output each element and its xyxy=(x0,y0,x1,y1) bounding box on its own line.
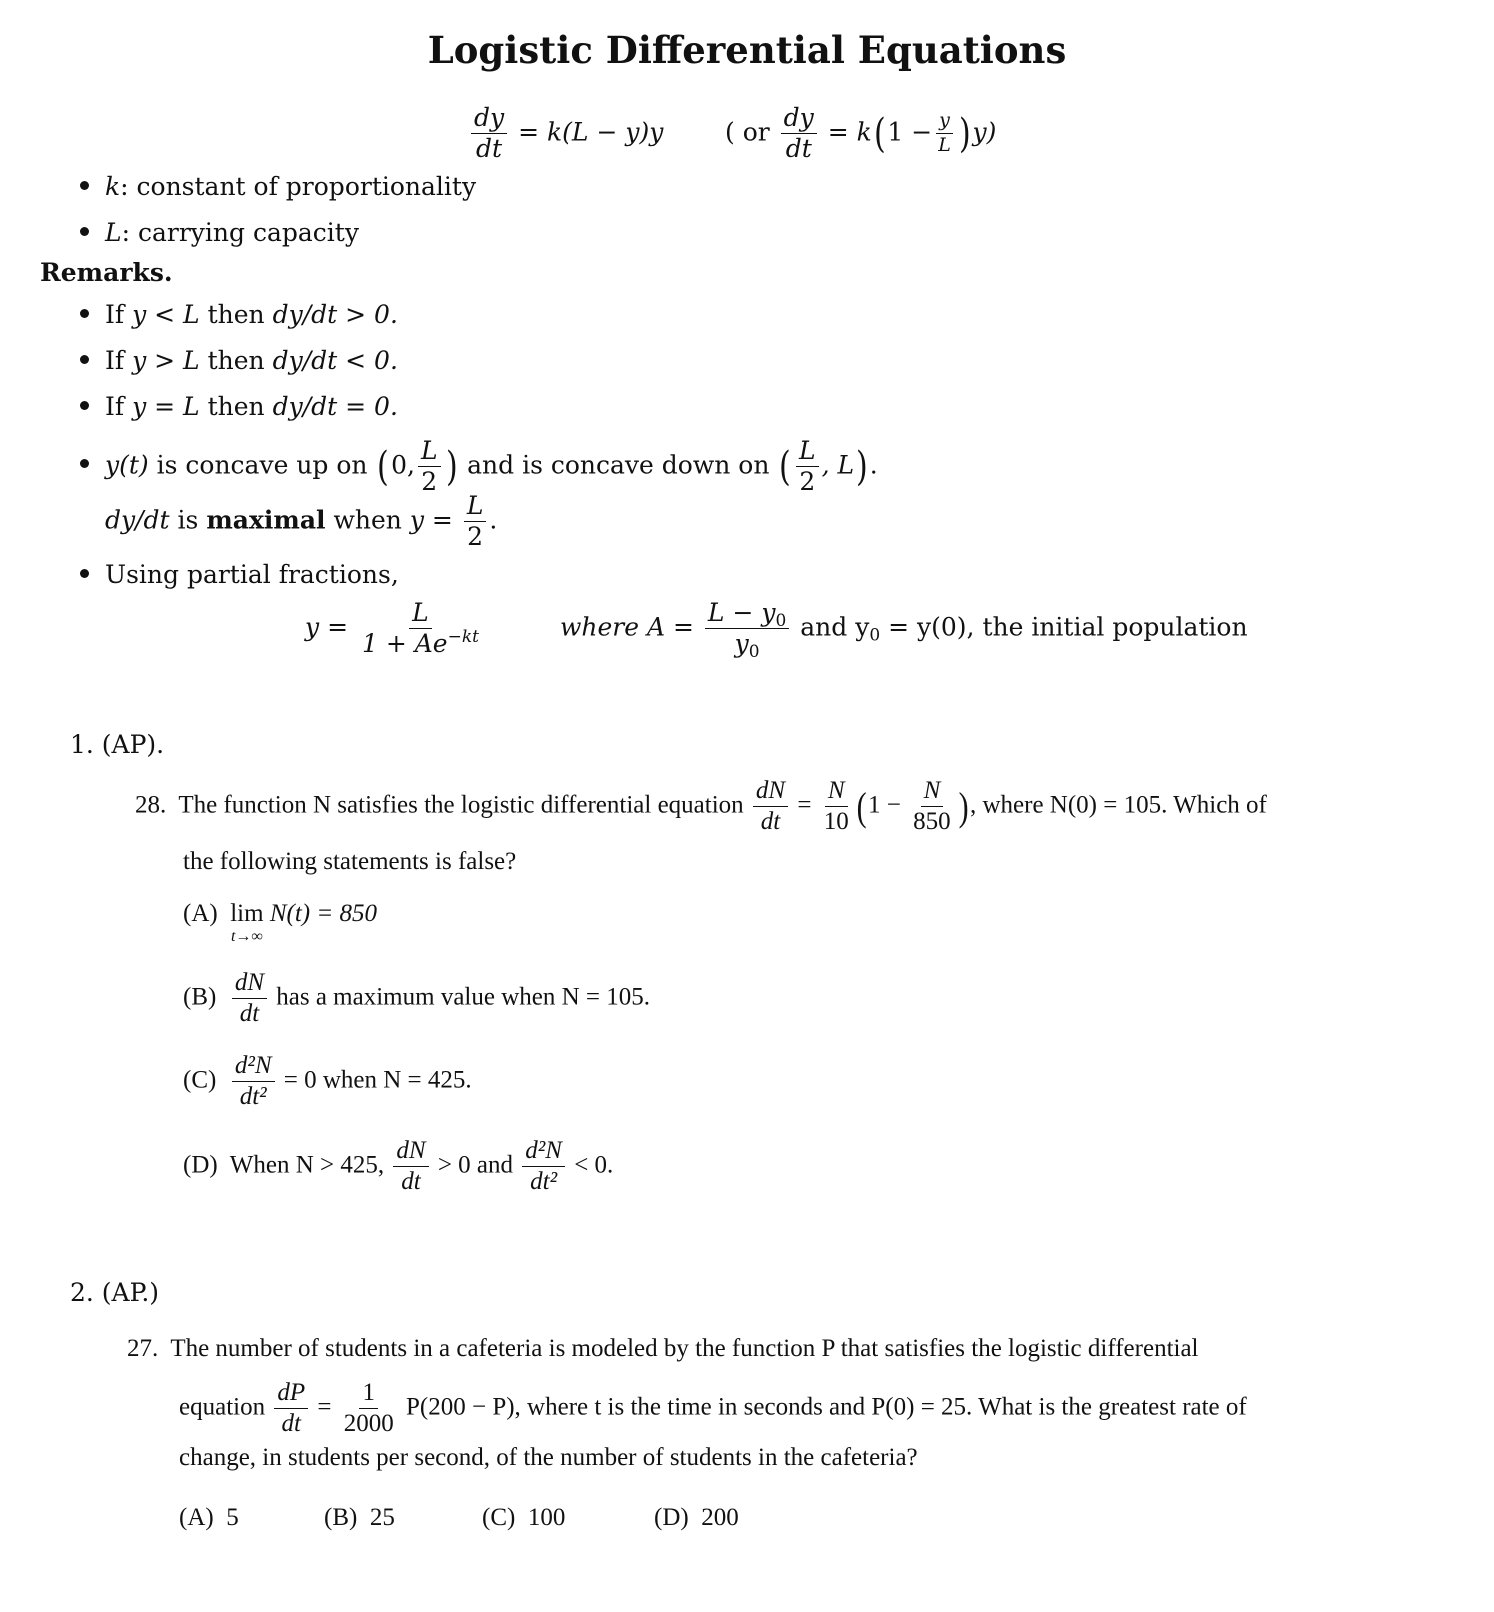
definition-L: L: carrying capacity xyxy=(80,218,359,247)
remark-2: If y > L then dy/dt < 0. xyxy=(80,346,398,375)
problem-1-choice-A[interactable]: (A) lim t→∞ N(t) = 850 xyxy=(183,900,377,945)
problem-2-line-1: 27. The number of students in a cafeteria is modeled by the function P that satisfies the logistic differential xyxy=(127,1335,1199,1362)
constant-A-formula: where A = $\frac{L - y_0}{y_0}$ and $y_0 = y(0)$, the initial population xyxy=(560,598,1248,663)
solution-formula: y = $\frac{L}{1 + Ae^{-kt}}$ xyxy=(305,598,479,659)
problem-2-choice-B[interactable]: (B) 25 xyxy=(324,1504,395,1531)
bullet-icon xyxy=(80,569,89,578)
alternate-equation: ( or $\frac{dy}{dt}$ = k(1 − $\frac{y}{L}$ )y) xyxy=(725,103,997,164)
bullet-icon xyxy=(80,401,89,410)
problem-1-choice-D[interactable]: (D) When N > 425, $\frac{dN}{dt}$ > 0 and $\frac{\text{d²N}}{\text{dt²}}$ < 0. xyxy=(183,1137,614,1196)
page-title: Logistic Differential Equations xyxy=(427,28,1067,72)
problem-1-choice-B[interactable]: (B) $\frac{dN}{dt}$ has a maximum value when N = 105. xyxy=(183,969,651,1028)
problem-2-label: 2. (AP.) xyxy=(70,1278,160,1307)
concavity-remark: y(t) is concave up on (0, $\frac{L}{2}$ ) and is concave down on ( $\frac{L}{2}$ , L). xyxy=(80,438,878,496)
bullet-icon xyxy=(80,227,89,236)
problem-1-choice-C[interactable]: (C) $\frac{\text{d²N}}{\text{dt²}}$ = 0 when N = 425. xyxy=(183,1052,472,1111)
bullet-icon xyxy=(80,459,89,468)
maximal-remark: dy/dt is maximal when y = $\frac{L}{2}$ . xyxy=(105,491,498,552)
bullet-icon xyxy=(80,309,89,318)
bullet-icon xyxy=(80,355,89,364)
remarks-heading: Remarks. xyxy=(40,258,173,287)
problem-2-equation-line: equation $\frac{dP}{dt}$ = $\frac{1}{2000}$ P(200 − P), where t is the time in seconds and P(0) = 25. What is the greatest rate of xyxy=(179,1379,1247,1438)
bullet-icon xyxy=(80,181,89,190)
remark-3: If y = L then dy/dt = 0. xyxy=(80,392,398,421)
problem-1-question: the following statements is false? xyxy=(183,848,517,875)
problem-2-line-3: change, in students per second, of the number of students in the cafeteria? xyxy=(179,1444,918,1471)
problem-1-statement: 28. The function N satisfies the logistic differential equation $\frac{dN}{dt}$ = $\frac{N}{10}$ (1 − $\frac{N}{850}$ ), where N(0) = 105. Which of xyxy=(135,777,1267,836)
definition-k: k: constant of proportionality xyxy=(80,172,476,201)
problem-1-label: 1. (AP). xyxy=(70,730,165,759)
partial-fractions-intro: Using partial fractions, xyxy=(80,560,399,589)
problem-2-choice-C[interactable]: (C) 100 xyxy=(482,1504,566,1531)
problem-2-choice-A[interactable]: (A) 5 xyxy=(179,1504,239,1531)
problem-2-choice-D[interactable]: (D) 200 xyxy=(654,1504,739,1531)
main-equation: $\frac{dy}{dt}$ = k(L − y)y xyxy=(468,105,663,163)
remark-1: If y < L then dy/dt > 0. xyxy=(80,300,398,329)
